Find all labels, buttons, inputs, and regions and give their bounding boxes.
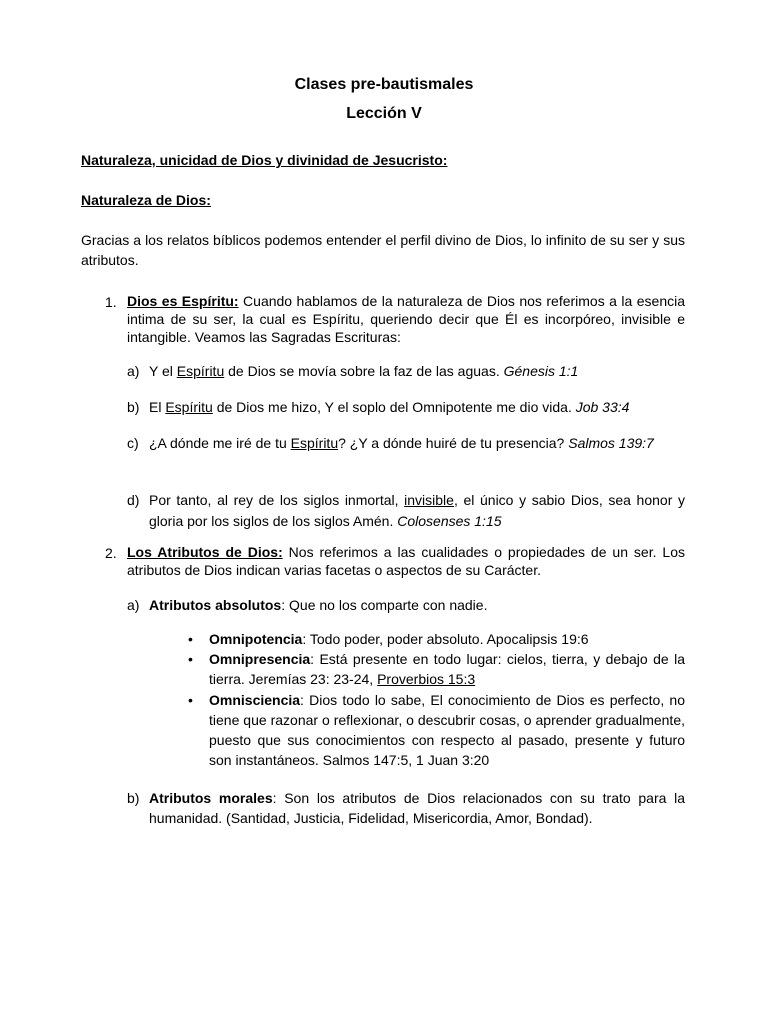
bullet-omnisciencia: Omnisciencia: Dios todo lo sabe, El conocimiento de Dios es perfecto, no tiene que razonar o reflexionar, o descubrir cosas, o aprender gradualmente, puesto que sus conocimientos con respecto al pasado, presente y futuro son instantáneos. Salmos 147:5, 1 Juan 3:20 [209, 692, 685, 768]
list-item-2 [127, 543, 685, 579]
sub-letter-1b: b) [127, 399, 140, 415]
list-item-2-text: Nos referimos a las cualidades o propiedades de un ser. Los atributos de Dios indican varias facetas o aspectos de su Carácter. [127, 544, 686, 578]
absolute-attributes: Atributos absolutos: Que no los comparte con nadie. [149, 597, 488, 613]
bullet-omnipotencia: Omnipotencia: Todo poder, poder absoluto. Apocalipsis 19:6 [209, 631, 589, 647]
list-item-1-text: Cuando hablamos de la naturaleza de Dios nos referimos a la esencia intima de su ser, la cual es Espíritu, queriendo decir que Él es incorpóreo, invisible e intangible. Veamos las Sagradas Escrituras: [127, 293, 686, 345]
bullet-icon: • [188, 651, 193, 667]
bullet-omnipresencia: Omnipresencia: Está presente en todo lugar: cielos, tierra, y debajo de la tierra. Jeremías 23: 23-24, Proverbios 15:3 [209, 651, 685, 687]
sub-letter-1d: d) [127, 492, 140, 508]
list-item-2-term: Los Atributos de Dios: [127, 544, 283, 560]
underlined-word: invisible [404, 492, 454, 508]
underlined-reference: Proverbios 15:3 [377, 671, 476, 687]
intro-paragraph: Gracias a los relatos bíblicos podemos entender el perfil divino de Dios, lo infinito de su ser y sus atributos. [81, 232, 685, 268]
bible-reference: Salmos 139:7 [568, 435, 654, 451]
bible-reference: Génesis 1:1 [503, 363, 579, 379]
underlined-word: Espíritu [176, 363, 225, 379]
list-number-2: 2. [105, 545, 117, 561]
sub-letter-2a: a) [127, 597, 140, 613]
underlined-word: Espíritu [290, 435, 339, 451]
verse-1c: ¿A dónde me iré de tu Espíritu? ¿Y a dónde huiré de tu presencia? Salmos 139:7 [149, 435, 654, 451]
list-item-1 [127, 292, 685, 346]
lesson-number: Lección V [346, 105, 422, 122]
sub-letter-2b: b) [127, 790, 140, 806]
underlined-word: Espíritu [165, 399, 213, 415]
verse-1d: Por tanto, al rey de los siglos inmortal, invisible, el único y sabio Dios, sea honor y gloria por los siglos de los siglos Amén. Colosenses 1:15 [149, 492, 685, 529]
bullet-icon: • [188, 631, 193, 647]
verse-1b: El Espíritu de Dios me hizo, Y el soplo del Omnipotente me dio vida. Job 33:4 [149, 399, 630, 415]
sub-letter-1a: a) [127, 363, 140, 379]
verse-1a: Y el Espíritu de Dios se movía sobre la faz de las aguas. Génesis 1:1 [149, 363, 579, 379]
list-number-1: 1. [105, 294, 117, 310]
sub-heading: Naturaleza de Dios: [81, 192, 211, 208]
list-item-1-term: Dios es Espíritu: [127, 293, 239, 309]
bullet-icon: • [188, 692, 193, 708]
main-heading: Naturaleza, unicidad de Dios y divinidad de Jesucristo: [81, 152, 448, 168]
bible-reference: Job 33:4 [575, 399, 630, 415]
document-title: Clases pre-bautismales [294, 76, 474, 93]
bible-reference: Colosenses 1:15 [397, 513, 502, 529]
moral-attributes: Atributos morales: Son los atributos de Dios relacionados con su trato para la humanidad. (Santidad, Justicia, Fidelidad, Misericordia, Amor, Bondad). [149, 790, 685, 826]
sub-letter-1c: c) [127, 435, 139, 451]
